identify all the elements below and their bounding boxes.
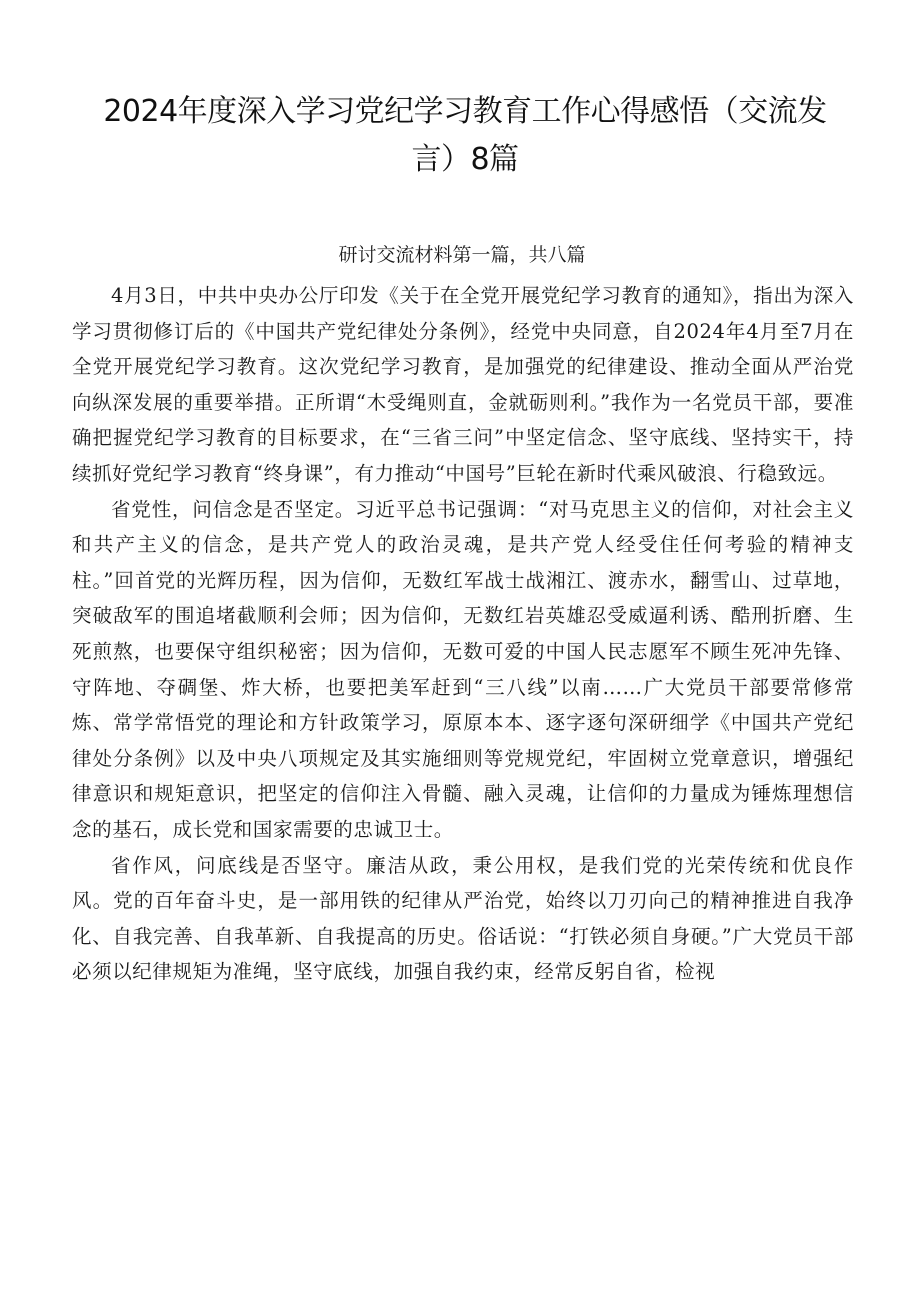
paragraph-work-style: 省作风，问底线是否坚守。廉洁从政，秉公用权，是我们党的光荣传统和优良作风。党的百年奋斗史，是一部用铁的纪律从严治党，始终以刀刃向己的精神推进自我净化、自我完善、自我革新、自我提高的历史。俗话说：“打铁必须自身硬。”广大党员干部必须以纪律规矩为准绳，坚守底线，加强自我约束，经常反躬自省，检视 xyxy=(72,853,854,984)
document-body xyxy=(72,278,854,990)
document-subtitle: 研讨交流材料第一篇，共八篇 xyxy=(338,244,586,266)
document-title: 2024年度深入学习党纪学习教育工作心得感悟（交流发言）8篇 xyxy=(103,94,827,177)
paragraph-party-spirit: 省党性，问信念是否坚定。习近平总书记强调：“对马克思主义的信仰，对社会主义和共产主义的信念，是共产党人的政治灵魂，是共产党人经受住任何考验的精神支柱。”回首党的光辉历程，因为信仰，无数红军战士战湘江、渡赤水，翻雪山、过草地，突破敌军的围追堵截顺利会师；因为信仰，无数红岩英雄忍受威逼利诱、酷刑折磨、生死煎熬，也要保守组织秘密；因为信仰，无数可爱的中国人民志愿军不顾生死冲先锋、守阵地、夺碉堡、炸大桥，也要把美军赶到“三八线”以南……广大党员干部要常修常炼、常学常悟党的理论和方针政策学习，原原本本、逐字逐句深研细学《中国共产党纪律处分条例》以及中央八项规定及其实施细则等党规党纪，牢固树立党章意识，增强纪律意识和规矩意识，把坚定的信仰注入骨髓、融入灵魂，让信仰的力量成为锤炼理想信念的基石，成长党和国家需要的忠诚卫士。 xyxy=(72,497,854,841)
paragraph-intro: 4月3日，中共中央办公厅印发《关于在全党开展党纪学习教育的通知》，指出为深入学习贯彻修订后的《中国共产党纪律处分条例》，经党中央同意，自2024年4月至7月在全党开展党纪学习教育。这次党纪学习教育，是加强党的纪律建设、推动全面从严治党向纵深发展的重要举措。正所谓“木受绳则直，金就砺则利。”我作为一名党员干部，要准确把握党纪学习教育的目标要求，在“三省三问”中坚定信念、坚守底线、坚持实干，持续抓好党纪学习教育“终身课”，有力推动“中国号”巨轮在新时代乘风破浪、行稳致远。 xyxy=(72,284,854,485)
